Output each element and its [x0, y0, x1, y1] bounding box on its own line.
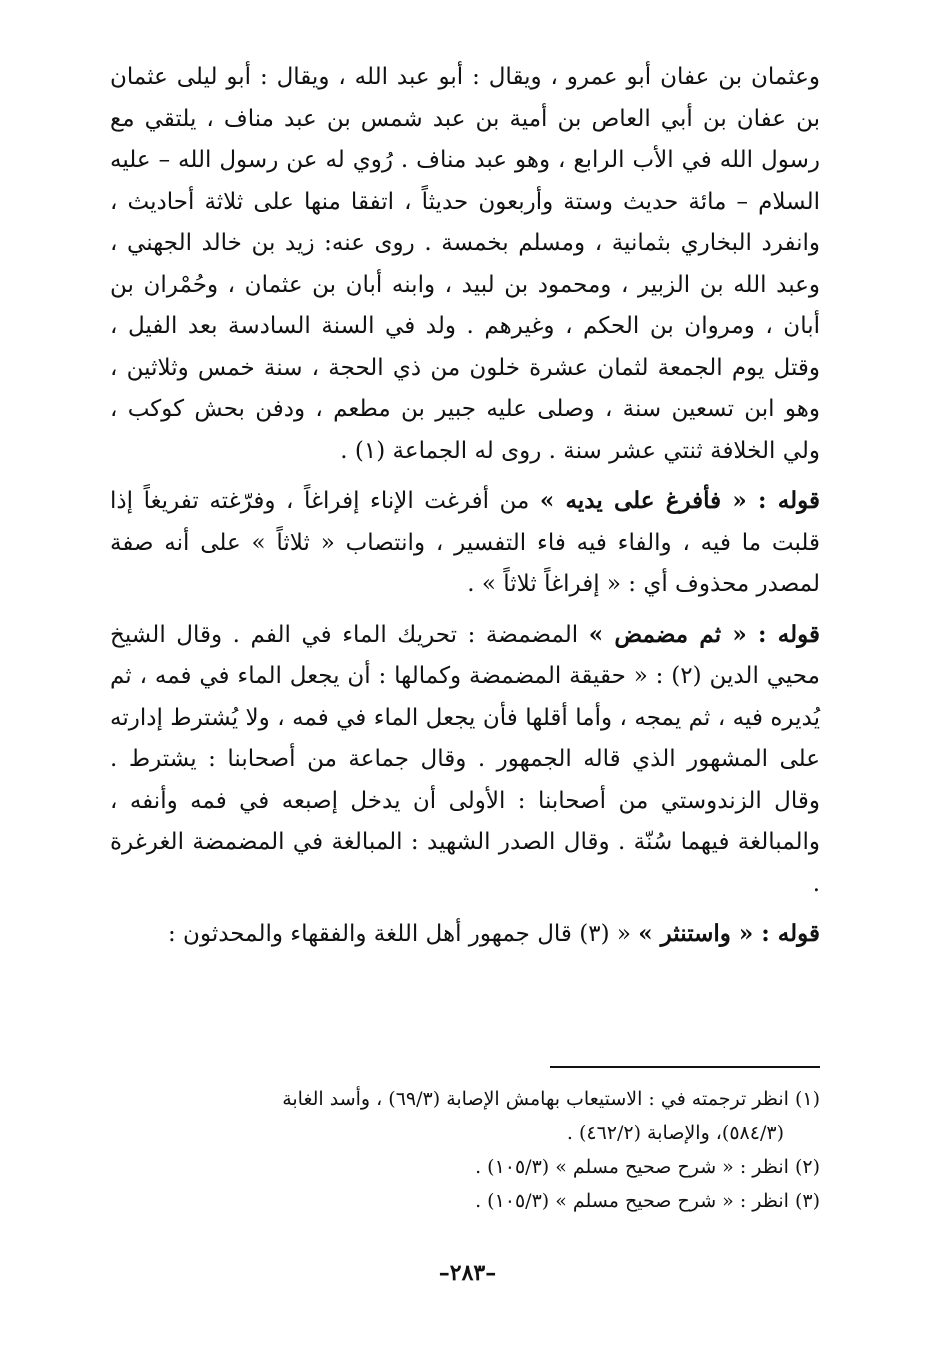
footnote-text: (٢) انظر : « شرح صحيح مسلم » (١٠٥/٣) . — [475, 1156, 820, 1178]
paragraph-madmada — [110, 614, 820, 906]
paragraph-istanthara — [110, 913, 820, 956]
paragraph-lead: قوله : « واستنثر » — [638, 920, 820, 947]
page-number: –٢٨٣– — [438, 1260, 497, 1286]
paragraph-uthman-biography — [110, 56, 820, 472]
paragraph-body: وعثمان بن عفان أبو عمرو ، ويقال : أبو عبد الله ، ويقال : أبو ليلى عثمان بن عفان بن أبي العاص بن أمية بن عبد شمس بن عبد مناف ، يلتقي مع رسول الله في الأب الرابع ، وهو عبد مناف . رُوي له عن رسول الله – عليه السلام – مائة حديث وستة وأربعون حديثاً ، اتفقا منها على ثلاثة أحاديث ، وانفرد البخاري بثمانية ، ومسلم بخمسة . روى عنه: زيد بن خالد الجهني ، وعبد الله بن الزبير ، ومحمود بن لبيد ، وابنه أبان بن عثمان ، وحُمْران بن أبان ، ومروان بن الحكم ، وغيرهم . ولد في السنة السادسة بعد الفيل ، وقتل يوم الجمعة لثمان عشرة خلون من ذي الحجة ، سنة خمس وثلاثين ، وهو ابن تسعين سنة ، وصلى عليه جبير بن مطعم ، ودفن بحش كوكب ، ولي الخلافة ثنتي عشر سنة . روى له الجماعة (١) . — [110, 64, 820, 464]
paragraph-lead: قوله : « فأفرغ على يديه » — [539, 487, 820, 514]
footnote-text: (٣) انظر : « شرح صحيح مسلم » (١٠٥/٣) . — [475, 1190, 820, 1212]
footnote-2 — [110, 1150, 820, 1184]
footnote-1 — [110, 1082, 820, 1150]
paragraph-body: « (٣) قال جمهور أهل اللغة والفقهاء والمحدثون : — [168, 921, 639, 947]
paragraph-lead: قوله : « ثم مضمض » — [588, 620, 820, 648]
footnote-text: (١) انظر ترجمته في : الاستيعاب بهامش الإصابة (٦٩/٣) ، وأسد الغابة — [282, 1088, 820, 1110]
paragraph-afragha — [110, 480, 820, 606]
footnote-3 — [110, 1184, 820, 1218]
paragraph-body: المضمضة : تحريك الماء في الفم . وقال الشيخ محيي الدين (٢) : « حقيقة المضمضة وكمالها : أن يجعل الماء في فمه ، ثم يُديره فيه ، ثم يمجه ، وأما أقلها فأن يجعل الماء في فمه ، ولا يُشترط إدارته على المشهور الذي قاله الجمهور . وقال جماعة من أصحابنا : يشترط . وقال الزندوستي من أصحابنا : الأولى أن يدخل إصبعه في فمه وأنفه ، والمبالغة فيهما سُنّة . وقال الصدر الشهيد : المبالغة في المضمضة الغرغرة . — [110, 621, 820, 897]
footnote-divider — [550, 1066, 820, 1068]
footnotes — [110, 1066, 820, 1218]
paragraph-body: من أفرغت الإناء إفراغاً ، وفرّغته تفريغاً إذا قلبت ما فيه ، والفاء فيه فاء التفسير ، وانتصاب « ثلاثاً » على أنه صفة لمصدر محذوف أي : « إفراغاً ثلاثاً » . — [110, 488, 820, 597]
footnote-continuation: (٥٨٤/٣)، والإصابة (٤٦٢/٢) . — [566, 1122, 784, 1144]
main-text — [110, 56, 820, 956]
